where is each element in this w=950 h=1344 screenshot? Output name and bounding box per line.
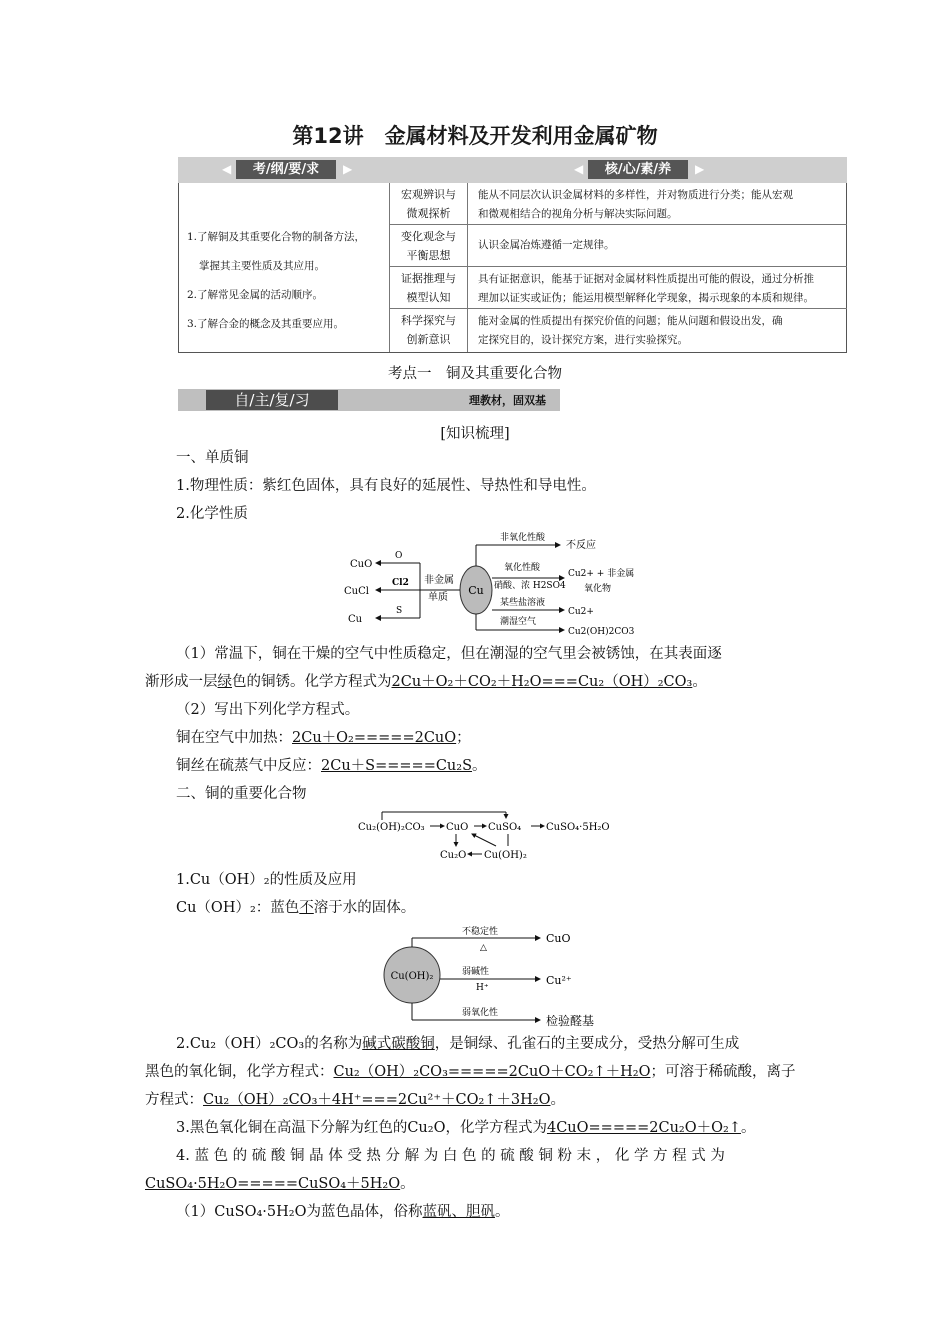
compound-f: Cu(OH)₂	[484, 850, 527, 861]
core-literacy-header: 核/心/素/养	[588, 160, 688, 179]
product3-label: Cu2+	[568, 607, 594, 617]
h-plus-label: H⁺	[476, 983, 489, 993]
literacy-text: 能从不同层次认识金属材料的多样性，并对物质进行分类；能从宏观 和微观相结合的视角分析与解决实际问题。	[468, 183, 847, 225]
paragraph: 2.化学性质	[176, 506, 248, 522]
unstable-label: 不稳定性	[462, 927, 499, 937]
compound-d: CuSO₄·5H₂O	[546, 822, 610, 833]
cuoh2-properties-diagram	[380, 922, 610, 1032]
knowledge-heading: [知识梳理]	[440, 426, 510, 442]
requirements-cell	[179, 183, 390, 352]
chevron-right-icon: ▶	[695, 162, 705, 176]
paragraph: 1.Cu（OH）₂的性质及应用	[176, 872, 357, 888]
paragraph: （2）写出下列化学方程式。	[176, 702, 360, 718]
aldehyde-test-label: 检验醛基	[546, 1014, 595, 1028]
product2b-label: 氧化物	[584, 584, 612, 594]
exam-requirements-header: 考/纲/要/求	[236, 160, 336, 179]
paragraph: 黑色的氧化铜，化学方程式：Cu₂（OH）₂CO₃=====2CuO＋CO₂↑＋H₂O；可溶于稀硫酸，离子	[145, 1064, 796, 1080]
literacy-label: 宏观辨识与 微观探析	[390, 183, 468, 225]
literacy-text: 能对金属的性质提出有探究价值的问题；能从问题和假设出发，确 定探究目的，设计探究方案，进行实验探究。	[478, 315, 783, 346]
salt-solution-label: 某些盐溶液	[500, 598, 546, 608]
paragraph: 铜丝在硫蒸气中反应：2Cu＋S=====Cu₂S。	[176, 758, 487, 774]
cuo-label: CuO	[350, 559, 373, 570]
literacy-label: 变化观念与 平衡思想	[390, 225, 468, 267]
compound-b: CuO	[446, 822, 469, 833]
element-label: 单质	[428, 592, 448, 603]
weak-base-label: 弱碱性	[462, 967, 490, 977]
literacy-label: 证据推理与 模型认知	[390, 267, 468, 309]
page-title: 第12讲 金属材料及开发利用金属矿物	[292, 124, 658, 148]
product4-label: Cu2(OH)2CO3	[568, 627, 635, 637]
paragraph: 方程式：Cu₂（OH）₂CO₃＋4H⁺===2Cu²⁺＋CO₂↑＋3H₂O。	[145, 1092, 565, 1108]
paragraph: 4. 蓝 色 的 硫 酸 铜 晶 体 受 热 分 解 为 白 色 的 硫 酸 铜 粉 末 ， 化 学 方 程 式 为	[176, 1148, 725, 1164]
cu2s-label: Cu	[348, 614, 363, 625]
compound-c: CuSO₄	[488, 822, 522, 833]
section-heading: 自/主/复/习	[206, 390, 338, 410]
paragraph: 1.物理性质：紫红色固体，具有良好的延展性、导热性和导电性。	[176, 478, 596, 494]
nonox-acid-label: 非氧化性酸	[500, 533, 546, 543]
table-header-bar	[178, 157, 847, 183]
nitric-acid-label: 硝酸、浓 H2SO4	[494, 581, 566, 591]
section-bar	[178, 389, 560, 411]
chevron-left-icon: ◀	[574, 162, 584, 176]
paragraph: 渐形成一层绿色的铜锈。化学方程式为2Cu＋O₂＋CO₂＋H₂O===Cu₂（OH）₂CO₃。	[145, 674, 707, 690]
requirement-line: 3.了解合金的概念及其重要应用。	[187, 318, 345, 330]
no-reaction-label: 不反应	[566, 540, 596, 551]
subheading: 二、铜的重要化合物	[176, 786, 307, 802]
heat-symbol: △	[480, 943, 487, 953]
cucl2-label: CuCl	[344, 586, 369, 597]
literacy-text: 认识金属冶炼遵循一定规律。	[468, 225, 847, 267]
s-label: S	[396, 606, 403, 616]
nonmetal-label: 非金属	[424, 575, 454, 586]
compound-a: Cu₂(OH)₂CO₃	[358, 822, 425, 833]
paragraph: （1）常温下，铜在干燥的空气中性质稳定，但在潮湿的空气里会被锈蚀，在其表面逐	[176, 646, 722, 662]
cl2-label: Cl2	[392, 578, 409, 588]
copper-compounds-diagram	[356, 808, 636, 866]
o2-label: O	[395, 551, 403, 561]
paragraph: 铜在空气中加热：2Cu＋O₂=====2CuO；	[176, 730, 471, 746]
cuoh2-label: Cu(OH)₂	[390, 971, 434, 982]
requirement-line: 2.了解常见金属的活动顺序。	[187, 289, 324, 301]
paragraph: （1）CuSO₄·5H₂O为蓝色晶体，俗称蓝矾、胆矾。	[176, 1204, 510, 1220]
chevron-right-icon: ▶	[343, 162, 353, 176]
chevron-left-icon: ◀	[222, 162, 232, 176]
paragraph: 3.黑色氧化铜在高温下分解为红色的Cu₂O，化学方程式为4CuO=====2Cu₂O＋O₂↑。	[176, 1120, 756, 1136]
section-tag: 理教材，固双基	[469, 394, 546, 407]
paragraph: 2.Cu₂（OH）₂CO₃的名称为碱式碳酸铜，是铜绿、孔雀石的主要成分，受热分解可生成	[176, 1036, 740, 1052]
cu-label: Cu	[468, 584, 484, 597]
paragraph: CuSO₄·5H₂O=====CuSO₄＋5H₂O。	[145, 1176, 415, 1192]
product2-label: Cu2+ + 非金属	[568, 569, 635, 579]
ox-acid-label: 氧化性酸	[504, 563, 541, 573]
copper-reactions-diagram	[340, 528, 650, 640]
cuo-product: CuO	[546, 932, 571, 945]
kaodian-heading: 考点一 铜及其重要化合物	[388, 366, 562, 382]
subheading: 一、单质铜	[176, 450, 249, 466]
paragraph: Cu（OH）₂：蓝色不溶于水的固体。	[176, 900, 416, 916]
literacy-text: 具有证据意识，能基于证据对金属材料性质提出可能的假设，通过分析推 理加以证实或证伪；能运用模型解释化学现象，揭示现象的本质和规律。	[468, 267, 847, 309]
weak-oxidizer-label: 弱氧化性	[462, 1008, 499, 1018]
requirement-line: 1.了解铜及其重要化合物的制备方法，	[187, 231, 366, 243]
compound-e: Cu₂O	[440, 850, 467, 861]
literacy-label: 科学探究与 创新意识	[390, 309, 468, 352]
requirement-line: 掌握其主要性质及其应用。	[199, 260, 325, 272]
moist-air-label: 潮湿空气	[500, 617, 537, 627]
cu2plus-product: Cu²⁺	[546, 974, 572, 987]
